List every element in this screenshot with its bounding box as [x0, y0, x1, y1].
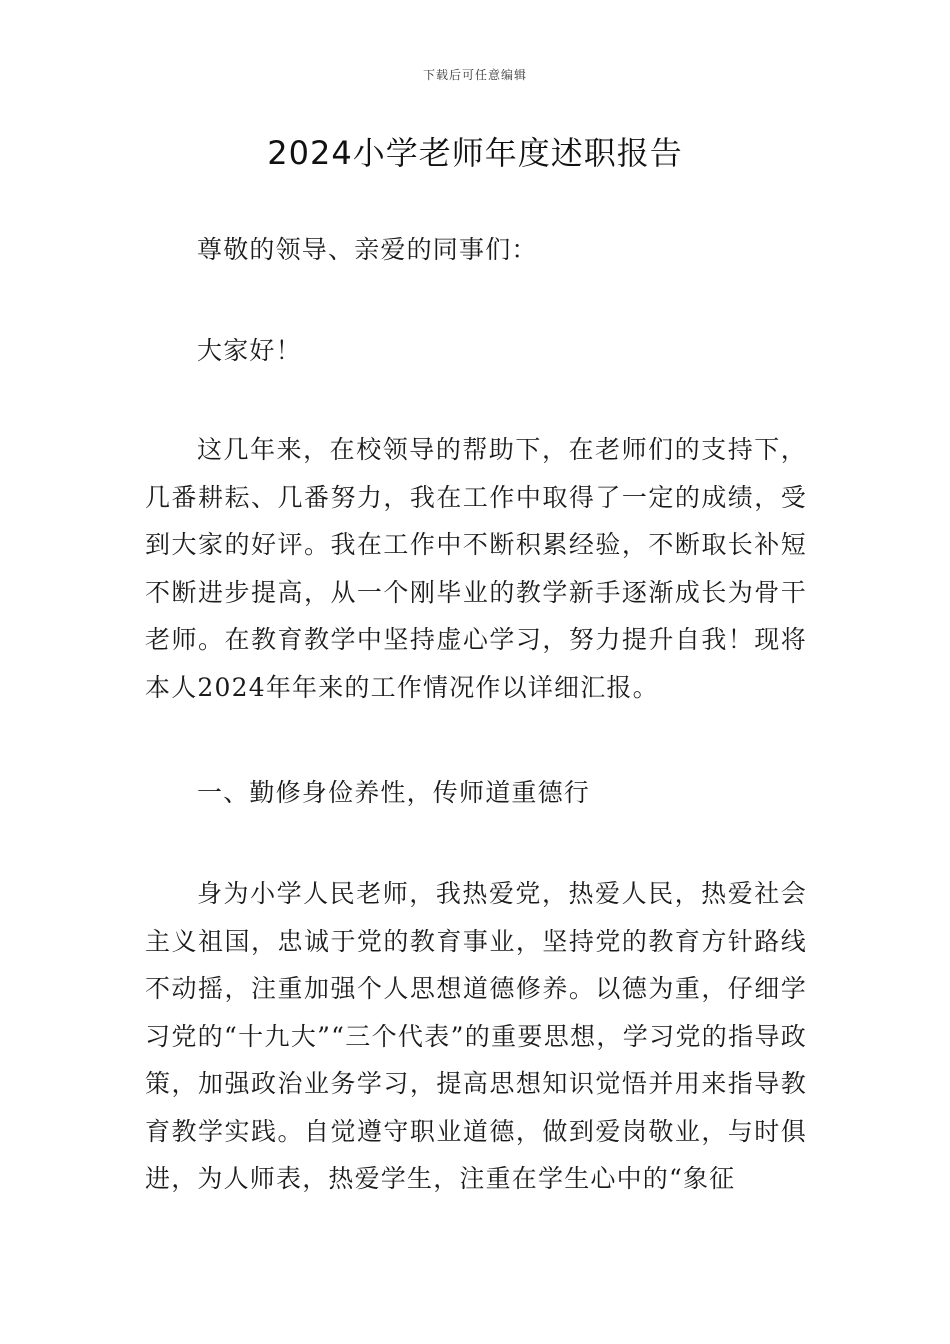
salutation-paragraph: 尊敬的领导、亲爱的同事们：: [197, 235, 538, 264]
header-note: 下载后可任意编辑: [422, 68, 527, 82]
section-1-paragraph: 身为小学人民老师，我热爱党，热爱人民，热爱社会主义祖国，忠诚于党的教育事业，坚持党的教育方针路线不动摇，注重加强个人思想道德修养。以德为重，仔细学习党的“十九大”“三个代表”的重要思想，学习党的指导政策，加强政治业务学习，提高思想知识觉悟并用来指导教育教学实践。自觉遵守职业道德，做到爱岗敬业，与时俱进，为人师表，热爱学生，注重在学生心中的“象征: [145, 879, 807, 1193]
section-heading-1: 一、勤修身俭养性，传师道重德行: [197, 778, 591, 807]
greeting-paragraph: 大家好！: [197, 336, 302, 365]
intro-paragraph: 这几年来，在校领导的帮助下，在老师们的支持下，几番耕耘、几番努力，我在工作中取得了一定的成绩，受到大家的好评。我在工作中不断积累经验，不断取长补短不断进步提高，从一个刚毕业的教学新手逐渐成长为骨干老师。在教育教学中坚持虚心学习，努力提升自我！现将本人2024年年来的工作情况作以详细汇报。: [145, 435, 807, 702]
document-title: 2024小学老师年度述职报告: [267, 134, 683, 172]
